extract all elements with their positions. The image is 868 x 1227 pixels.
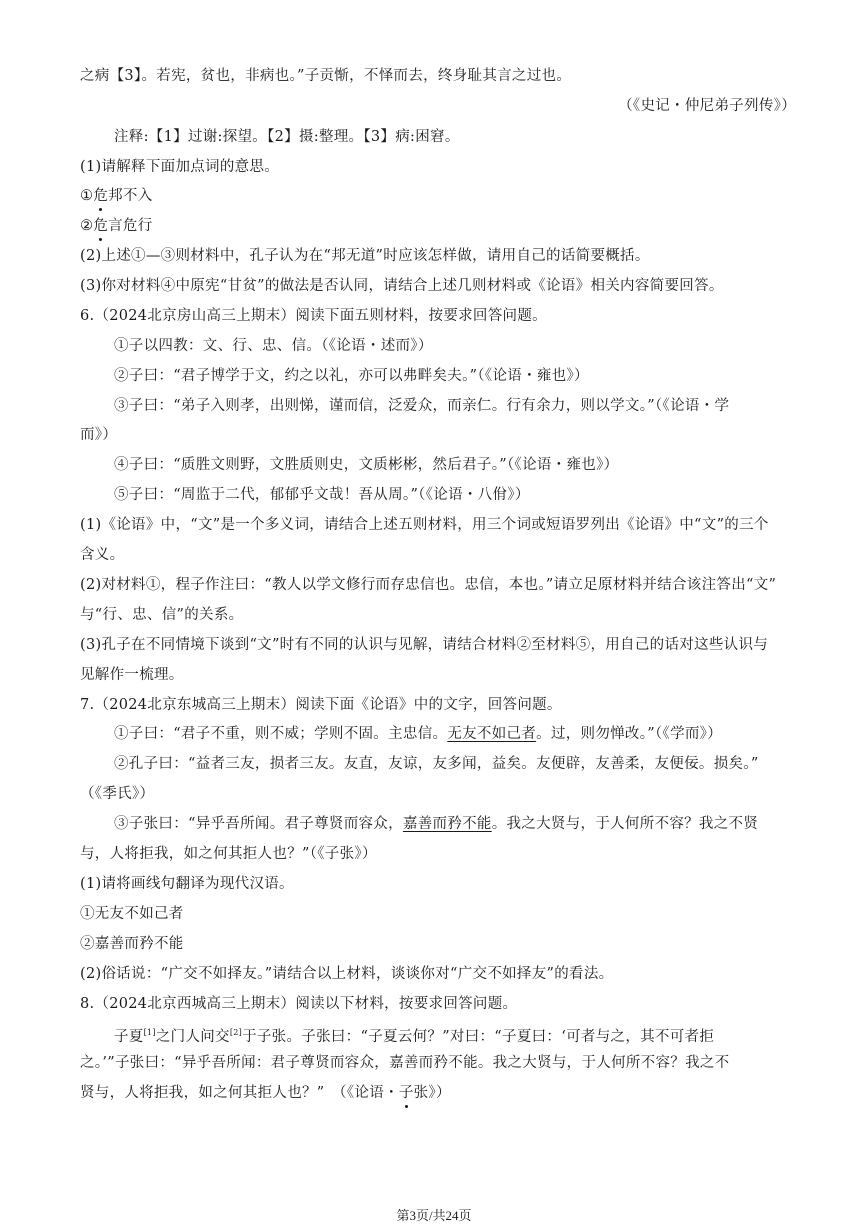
- material-line: ②孔子曰：“益者三友，损者三友。友直，友谅，友多闻，益矣。友便辟，友善柔，友便佞。损矣。”: [114, 756, 759, 772]
- source-citation: （《史记・仲尼弟子列传》）: [618, 98, 796, 114]
- question-line: 与“行、忠、信”的关系。: [80, 607, 244, 623]
- material-line: 贤与，人将拒我，如之何其拒人也？” （《论语・子张》）: [80, 1085, 451, 1101]
- question-heading: 8.（2024北京西城高三上期末）阅读以下材料，按要求回答问题。: [80, 996, 518, 1012]
- footnote-marker: [2]: [229, 1028, 243, 1037]
- material-line: 子夏[1]之门人问交[2]于子张。子张曰：“子夏云何？”对曰：“子夏曰：‘可者与之，其不可者拒: [114, 1028, 715, 1045]
- question-line: (1)请解释下面加点词的意思。: [80, 159, 280, 175]
- question-line: (2)上述①—③则材料中，孔子认为在“邦无道”时应该怎样做，请用自己的话简要概括。: [80, 248, 650, 264]
- material-line: 之。’”子张曰：“异乎吾所闻：君子尊贤而容众，嘉善而矜不能。我之大贤与，于人何所不容？我之不: [80, 1055, 730, 1071]
- material-line: ⑤子曰：“周监于二代，郁郁乎文哉！吾从周。”（《论语・八佾》）: [114, 487, 530, 503]
- dotted-character: 危: [93, 218, 109, 234]
- material-line: ③子张曰：“异乎吾所闻。君子尊贤而容众，嘉善而矜不能。我之大贤与，于人何所不容？我之不贤: [114, 816, 759, 832]
- question-heading: 7.（2024北京东城高三上期末）阅读下面《论语》中的文字，回答问题。: [80, 697, 562, 713]
- material-line: ②子曰：“君子博学于文，约之以礼，亦可以弗畔矣夫。”（《论语・雍也》）: [114, 368, 589, 384]
- text-line: 之病【3】。若宪，贫也，非病也。”子贡惭，不怿而去，终身耻其言之过也。: [80, 68, 572, 84]
- material-line: 而》）: [80, 427, 118, 443]
- material-line: （《季氏》）: [80, 786, 155, 802]
- question-line: (3)孔子在不同情境下谈到“文”时有不同的认识与见解，请结合材料②至材料⑤，用自己的话对这些认识与: [80, 637, 769, 653]
- material-line: ①子曰：“君子不重，则不威；学则不固。主忠信。无友不如己者。过，则勿惮改。”（《学而》）: [114, 726, 723, 742]
- question-line: (1)请将画线句翻译为现代汉语。: [80, 876, 294, 892]
- sub-item: ①危邦不入: [80, 188, 153, 204]
- material-line: 与，人将拒我，如之何其拒人也？”（《子张》）: [80, 846, 377, 862]
- footnote-marker: [1]: [143, 1028, 156, 1037]
- material-line: ④子曰：“质胜文则野，文胜质则史，文质彬彬，然后君子。”（《论语・雍也》）: [114, 457, 619, 473]
- question-line: (2)俗话说：“广交不如择友。”请结合以上材料，谈谈你对“广交不如择友”的看法。: [80, 966, 614, 982]
- question-line: (1)《论语》中，“文”是一个多义词，请结合上述五则材料，用三个词或短语罗列出《论语》中“文”的三个: [80, 517, 769, 533]
- sub-item: ①无友不如己者: [80, 906, 184, 922]
- question-line: 含义。: [80, 547, 125, 563]
- question-heading: 6.（2024北京房山高三上期末）阅读下面五则材料，按要求回答问题。: [80, 308, 547, 324]
- annotation-notes: 注释:【1】过谢:探望。【2】摄:整理。【3】病:困窘。: [114, 129, 460, 145]
- dotted-character: 子: [398, 1085, 414, 1101]
- sub-item: ②危言危行: [80, 218, 153, 234]
- material-line: ①子以四教：文、行、忠、信。（《论语・述而》）: [114, 338, 433, 354]
- page-footer: 第3页/共24页: [396, 1208, 472, 1223]
- dotted-character: 危: [93, 188, 109, 204]
- question-line: (3)你对材料④中原宪“甘贫”的做法是否认同，请结合上述几则材料或《论语》相关内容简要回答。: [80, 278, 724, 294]
- question-line: 见解作一梳理。: [80, 667, 184, 683]
- underlined-phrase: 嘉善而矜不能: [402, 816, 492, 832]
- sub-item: ②嘉善而矜不能: [80, 936, 184, 952]
- question-line: (2)对材料①，程子作注曰：“教人以学文修行而存忠信也。忠信，本也。”请立足原材料并结合该注答出“文”: [80, 577, 777, 593]
- underlined-phrase: 无友不如己者: [447, 726, 537, 742]
- material-line: ③子曰：“弟子入则孝，出则悌，谨而信，泛爱众，而亲仁。行有余力，则以学文。”（《论语・学: [114, 398, 730, 414]
